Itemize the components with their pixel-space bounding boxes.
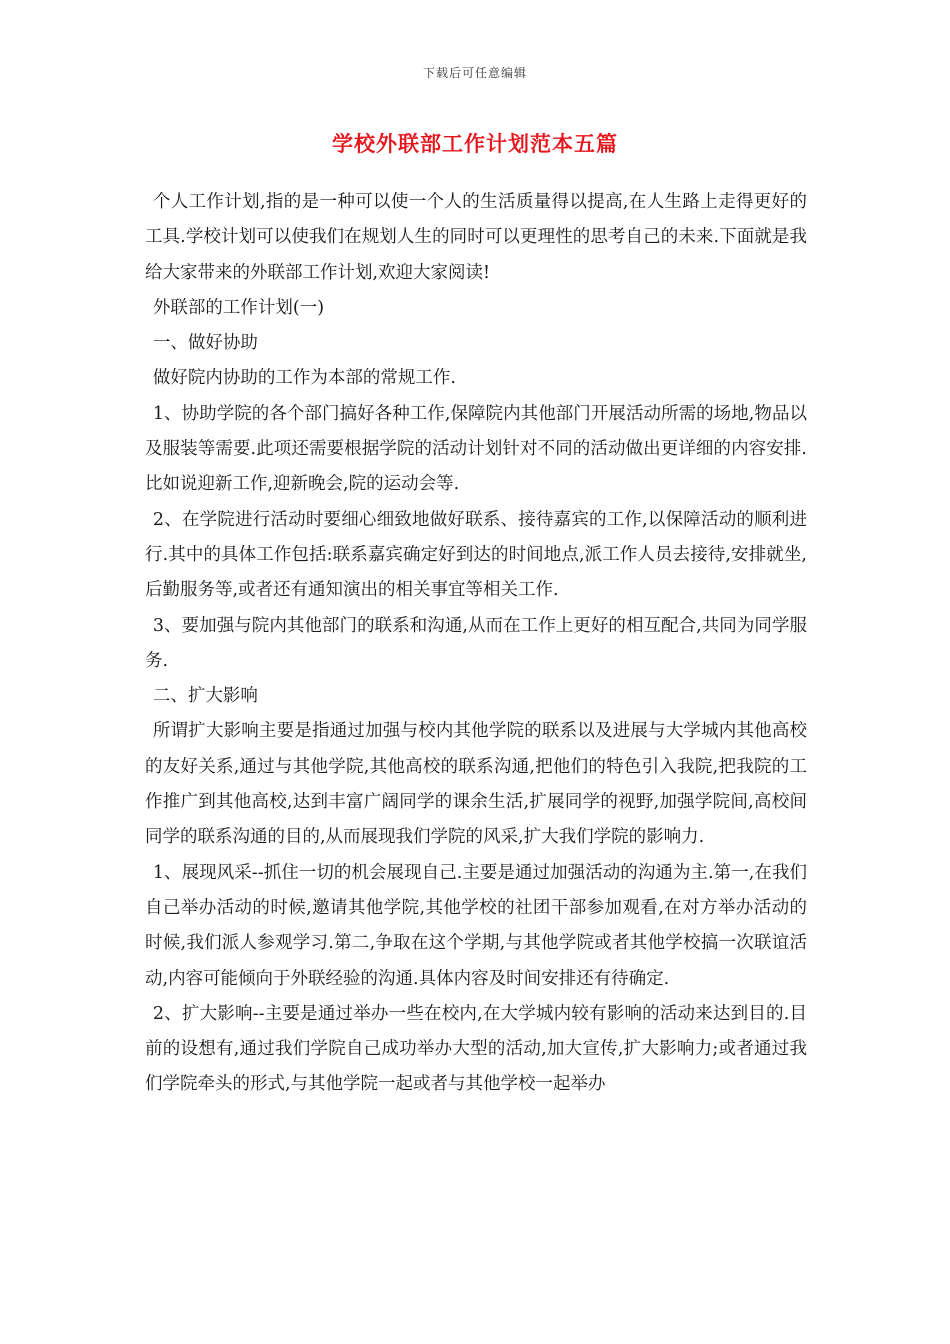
paragraph-section-2-item-1: 1、展现风采--抓住一切的机会展现自己.主要是通过加强活动的沟通为主.第一,在我们自己举办活动的时候,邀请其他学院,其他学校的社团干部参加观看,在对方举办活动的时候,我们派人参观学习.第二,争取在这个学期,与其他学院或者其他学校搞一次联谊活动,内容可能倾向于外联经验的沟通.具体内容及时间安排还有待确定.: [145, 862, 807, 989]
paragraph-section-1-heading: 一、做好协助: [152, 333, 258, 354]
paragraph-section-1-item-3: 3、要加强与院内其他部门的联系和沟通,从而在工作上更好的相互配合,共同为同学服务.: [145, 615, 807, 671]
paragraph-plan-heading: 外联部的工作计划(一): [152, 297, 325, 318]
header-note: 下载后可任意编辑: [422, 66, 527, 80]
paragraph-section-2-item-2: 2、扩大影响--主要是通过举办一些在校内,在大学城内较有影响的活动来达到目的.目前的设想有,通过我们学院自己成功举办大型的活动,加大宣传,扩大影响力;或者通过我们学院牵头的形式,与其他学院一起或者与其他学校一起举办: [145, 1003, 807, 1095]
paragraph-intro: 个人工作计划,指的是一种可以使一个人的生活质量得以提高,在人生路上走得更好的工具.学校计划可以使我们在规划人生的同时可以更理性的思考自己的未来.下面就是我给大家带来的外联部工作计划,欢迎大家阅读!: [145, 192, 807, 283]
paragraph-section-2-heading: 二、扩大影响: [152, 686, 258, 707]
page-title: 学校外联部工作计划范本五篇: [332, 131, 618, 156]
document-body: [145, 185, 807, 1103]
paragraph-section-1-intro: 做好院内协助的工作为本部的常规工作.: [152, 368, 456, 389]
paragraph-section-2-intro: 所谓扩大影响主要是指通过加强与校内其他学院的联系以及进展与大学城内其他高校的友好关系,通过与其他学院,其他高校的联系沟通,把他们的特色引入我院,把我院的工作推广到其他高校,达到丰富广阔同学的课余生活,扩展同学的视野,加强学院间,高校间同学的联系沟通的目的,从而展现我们学院的风采,扩大我们学院的影响力.: [145, 721, 807, 848]
paragraph-section-1-item-2: 2、在学院进行活动时要细心细致地做好联系、接待嘉宾的工作,以保障活动的顺利进行.其中的具体工作包括:联系嘉宾确定好到达的时间地点,派工作人员去接待,安排就坐,后勤服务等,或者还有通知演出的相关事宜等相关工作.: [145, 509, 807, 601]
paragraph-section-1-item-1: 1、协助学院的各个部门搞好各种工作,保障院内其他部门开展活动所需的场地,物品以及服装等需要.此项还需要根据学院的活动计划针对不同的活动做出更详细的内容安排.比如说迎新工作,迎新晚会,院的运动会等.: [145, 403, 807, 495]
